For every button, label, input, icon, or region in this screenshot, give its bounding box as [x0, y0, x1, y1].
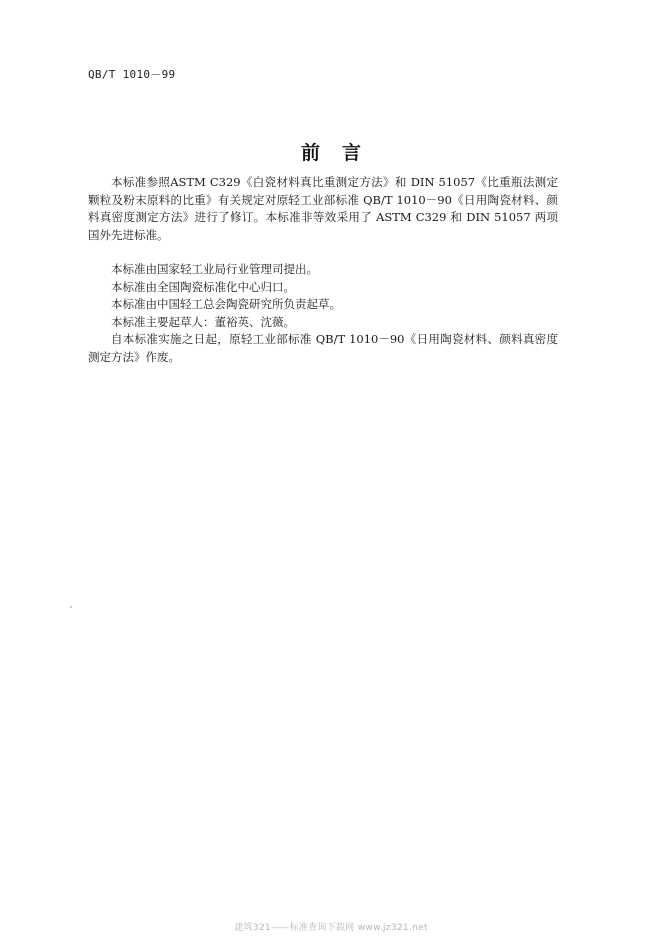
scan-speck	[70, 606, 72, 608]
standard-code: QB/T 1010－99	[88, 68, 176, 81]
paragraph-reference: 本标准参照ASTM C329《白瓷材料真比重测定方法》和 DIN 51057《比重瓶法测定颗粒及粉末原料的比重》有关规定对原轻工业部标准 QB/T 1010－90《日用陶瓷材料、颜料真密度测定方法》进行了修订。本标准非等效采用了 ASTM C329 和 DIN 51057 两项国外先进标准。	[88, 175, 558, 242]
paragraph-centralized: 本标准由全国陶瓷标准化中心归口。	[111, 279, 295, 294]
preface-body	[88, 174, 558, 366]
paragraph-proposer: 本标准由国家轻工业局行业管理司提出。	[111, 262, 318, 276]
paragraph-drafter: 本标准由中国轻工总会陶瓷研究所负责起草。	[111, 297, 341, 311]
page-title: 前言	[300, 142, 383, 164]
paragraph-authors: 本标准主要起草人：董裕英、沈薇。	[111, 314, 295, 329]
paragraph-supersedes: 自本标准实施之日起，原轻工业部标准 QB/T 1010－90《日用陶瓷材料、颜料真密度测定方法》作废。	[88, 332, 558, 364]
footer-watermark: 建筑321——标准查询下载网 www.jz321.net	[234, 923, 428, 933]
